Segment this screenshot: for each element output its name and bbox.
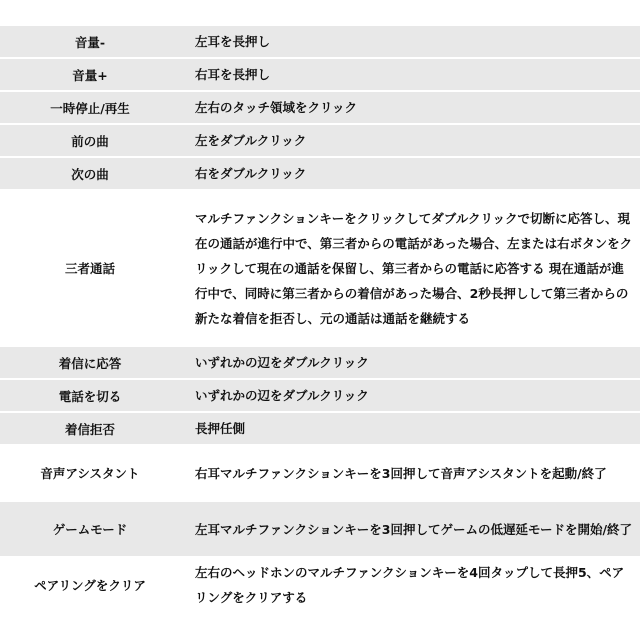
table-row	[0, 347, 640, 380]
operation-cell: マルチファンクションキーをクリックしてダブルクリックで切断に応答し、現在の通話が進行中で、第三者からの電話があった場合、左または右ボタンをクリックして現在の通話を保留し、第三者からの電話に応答する 現在通話が進行中で、同時に第三者からの着信があった場合、2秒長押しして第三者からの新たな着信を拒否し、元の通話は通話を継続する	[195, 210, 633, 326]
function-cell: 音量+	[72, 67, 108, 83]
operation-cell: 左右のヘッドホンのマルチファンクションキーを4回タップして長押5、ペアリングをクリアする	[195, 565, 625, 605]
table-row	[0, 413, 640, 446]
function-cell: 前の曲	[71, 133, 109, 149]
controls-table	[0, 26, 640, 614]
operation-cell: 右耳を長押し	[195, 67, 271, 82]
table-row	[0, 92, 640, 125]
operation-cell: いずれかの辺をダブルクリック	[195, 388, 369, 403]
table-row	[0, 59, 640, 92]
operation-cell: 左右のタッチ領域をクリック	[195, 100, 358, 115]
function-cell: 音量-	[74, 34, 106, 50]
operation-cell: 長押任側	[195, 421, 246, 436]
table-row	[0, 558, 640, 614]
function-cell: 次の曲	[71, 166, 109, 182]
table-row	[0, 446, 640, 502]
function-cell: 電話を切る	[58, 388, 122, 404]
operation-cell: いずれかの辺をダブルクリック	[195, 355, 369, 370]
table-row	[0, 502, 640, 558]
function-cell: ゲームモード	[52, 522, 128, 537]
operation-cell: 左耳を長押し	[195, 34, 271, 49]
table-row	[0, 125, 640, 158]
table-row	[0, 158, 640, 191]
function-cell: 一時停止/再生	[50, 100, 130, 116]
operation-cell: 左耳マルチファンクションキーを3回押してゲームの低遅延モードを開始/終了	[195, 521, 633, 537]
table-row	[0, 191, 640, 347]
function-cell: 着信拒否	[64, 421, 115, 437]
function-cell: ペアリングをクリア	[34, 578, 146, 593]
table-row	[0, 26, 640, 59]
function-cell: 着信に応答	[58, 355, 122, 371]
operation-cell: 右をダブルクリック	[195, 166, 307, 181]
function-cell: 音声アシスタント	[40, 466, 140, 481]
operation-cell: 右耳マルチファンクションキーを3回押して音声アシスタントを起動/終了	[195, 465, 607, 481]
function-cell: 三者通話	[64, 261, 115, 276]
operation-cell: 左をダブルクリック	[195, 133, 307, 148]
table-row	[0, 380, 640, 413]
